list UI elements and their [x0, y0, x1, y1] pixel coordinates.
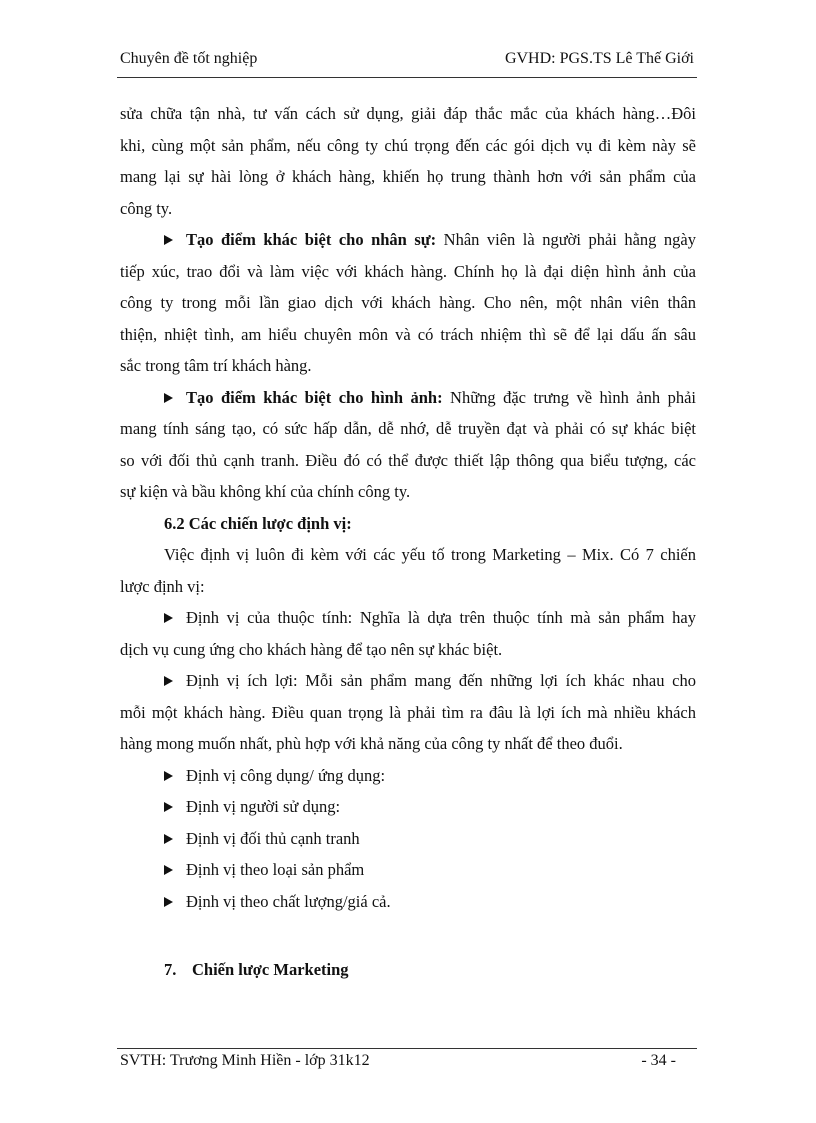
- bullet-staff-title: Tạo điểm khác biệt cho nhân sự:: [186, 230, 437, 249]
- text-line: lược định vị:: [120, 576, 205, 596]
- arrow-bullet-icon: [164, 760, 186, 792]
- text-line: Việc định vị luôn đi kèm với các yếu tố trong Marketing – Mix. Có 7 chiến: [164, 545, 696, 564]
- arrow-bullet-icon: [164, 791, 186, 823]
- section-title: Chiến lược Marketing: [192, 960, 349, 979]
- list-item: Định vị theo chất lượng/giá cả.: [120, 886, 696, 918]
- arrow-bullet-icon: [164, 854, 186, 886]
- text-line: mang tính sáng tạo, có sức hấp dẫn, dễ nhớ, dễ truyền đạt và phải có sự khác biệt: [120, 419, 696, 438]
- list-item: Định vị đối thủ cạnh tranh: [120, 823, 696, 855]
- footer-author: SVTH: Trương Minh Hiền - lớp 31k12: [120, 1052, 370, 1069]
- footer-divider: [117, 1048, 697, 1049]
- text-line: công ty trong mỗi lần giao dịch với khách hàng. Cho nên, một nhân viên thân: [120, 293, 696, 312]
- arrow-bullet-icon: [164, 823, 186, 855]
- arrow-bullet-icon: [164, 382, 186, 414]
- text-line: khi, cùng một sản phẩm, nếu công ty chú trọng đến các gói dịch vụ đi kèm này sẽ: [120, 135, 696, 155]
- text-line: sắc trong tâm trí khách hàng.: [120, 356, 312, 375]
- bullet-staff-text: Nhân viên là người phải hằng ngày: [436, 230, 697, 249]
- arrow-bullet-icon: [164, 886, 186, 918]
- page-header: [120, 50, 694, 74]
- text-line: mang lại sự hài lòng ở khách hàng, khiến họ trung thành hơn với sản phẩm của: [120, 167, 696, 186]
- text-line: sự kiện và bầu không khí của chính công ty.: [120, 482, 411, 501]
- bullet-image-title: Tạo điểm khác biệt cho hình ảnh:: [186, 387, 443, 407]
- header-divider: [117, 77, 697, 78]
- text-line: so với đối thủ cạnh tranh. Điều đó có thể được thiết lập thông qua biểu tượng, các: [120, 450, 696, 470]
- list-item: Định vị theo loại sản phẩm: [120, 854, 696, 886]
- section-number: 7.: [164, 960, 177, 979]
- text-line: dịch vụ cung ứng cho khách hàng để tạo nên sự khác biệt.: [120, 639, 503, 659]
- arrow-bullet-icon: [164, 224, 186, 256]
- list-item: Định vị người sử dụng:: [120, 791, 696, 823]
- page-number: - 34 -: [641, 1052, 676, 1069]
- text-line: sửa chữa tận nhà, tư vấn cách sử dụng, giải đáp thắc mắc của khách hàng…Đôi: [120, 104, 696, 123]
- section-heading-6-2: 6.2 Các chiến lược định vị:: [164, 513, 352, 533]
- text-line: thiện, nhiệt tình, am hiểu chuyên môn và có trách nhiệm thì sẽ để lại dấu ấn sâu: [120, 324, 696, 344]
- section-heading-7: [164, 958, 349, 982]
- bullet-staff: [120, 224, 696, 256]
- header-advisor: GVHD: PGS.TS Lê Thế Giới: [504, 50, 694, 67]
- text-line: công ty.: [120, 198, 173, 218]
- text-line: hàng mong muốn nhất, phù hợp với khả năng của công ty nhất để theo đuổi.: [120, 734, 623, 753]
- arrow-bullet-icon: [164, 602, 186, 634]
- text-line: tiếp xúc, trao đổi và làm việc với khách hàng. Chính họ là đại diện hình ảnh của: [120, 261, 696, 281]
- body-text: [120, 98, 696, 917]
- page-footer: [120, 1052, 676, 1076]
- list-item: Định vị công dụng/ ứng dụng:: [120, 760, 696, 792]
- bullet-image: [120, 382, 696, 414]
- header-title: Chuyên đề tốt nghiệp: [120, 50, 258, 67]
- arrow-bullet-icon: [164, 665, 186, 697]
- bullet-image-text: Những đặc trưng về hình ảnh phải: [442, 387, 696, 407]
- text-line: mỗi một khách hàng. Điều quan trọng là phải tìm ra đâu là lợi ích mà nhiều khách: [120, 702, 696, 722]
- bullet-attribute: Định vị của thuộc tính: Nghĩa là dựa trên thuộc tính mà sản phẩm hay: [120, 602, 696, 634]
- bullet-benefit: Định vị ích lợi: Mỗi sản phẩm mang đến những lợi ích khác nhau cho: [120, 665, 696, 697]
